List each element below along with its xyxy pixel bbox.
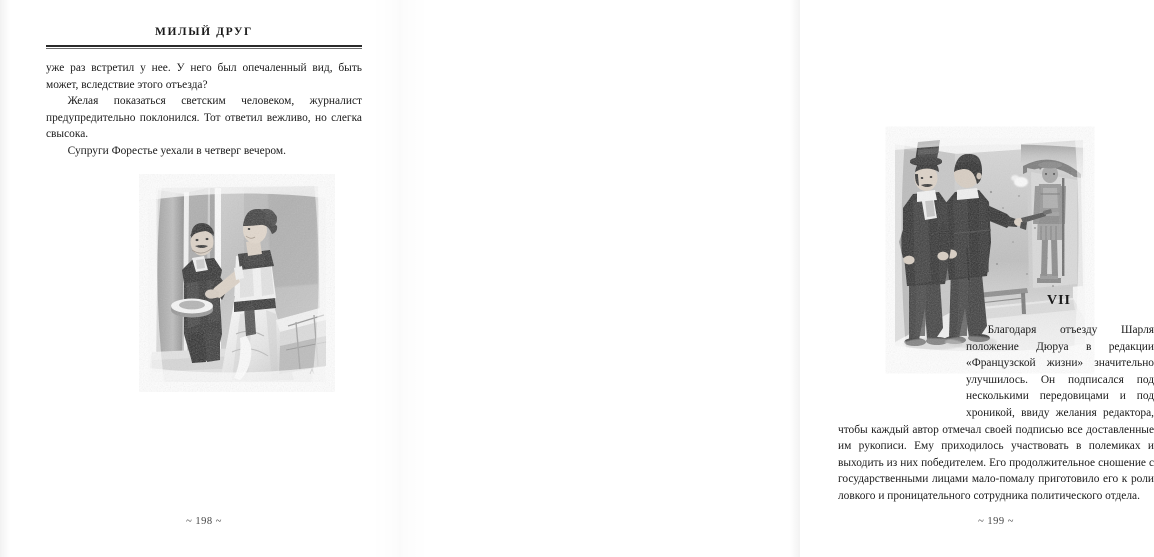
header-rule-thin: [46, 48, 362, 49]
right-page-edge-shadow: [790, 0, 800, 557]
chapter-opening-paragraph: Благодаря отъезду Шарля положение Дюруа в редакции «Французской жизни» значительно улучшилось. Он подписался под несколькими передовицами и под хроникой, ввиду желания редактора, чтобы каждый автор отмечал своей подписью все доставленные им рукописи. Ему приходилось участвовать в полемиках и выходить из них победителем. Его продолжительное сношение с государственными лицами мало-помалу приготовило его к роли ловкого и проницательного сотрудника политического отдела.: [838, 324, 1154, 502]
doorway-couple-illustration-graphic: [148, 184, 326, 382]
left-page-body: [46, 60, 362, 160]
chapter-number: VII: [1046, 293, 1071, 308]
left-page-edge-shadow: [0, 0, 10, 557]
paragraph-3: Супруги Форестье уехали в четверг вечером.: [67, 144, 286, 157]
running-head-title: МИЛЫЙ ДРУГ: [155, 26, 253, 38]
left-page: [0, 0, 400, 557]
right-page: [400, 0, 1154, 557]
page-number-left: ~ 198 ~: [186, 516, 222, 527]
right-page-body: [838, 322, 1154, 505]
illustration-text-wrap-spacer: [838, 322, 966, 405]
paragraph-1: уже раз встретил у нее. У него был опечаленный вид, быть может, вследствие этого отъезда?: [46, 62, 362, 91]
paragraph-2: Желая показаться светским человеком, журналист предупредительно поклонился. Тот ответил вежливо, но слегка свысока.: [46, 95, 362, 141]
header-rule: [46, 45, 362, 49]
page-number-right: ~ 199 ~: [978, 516, 1014, 527]
illustration-doorway-couple: [148, 184, 326, 382]
